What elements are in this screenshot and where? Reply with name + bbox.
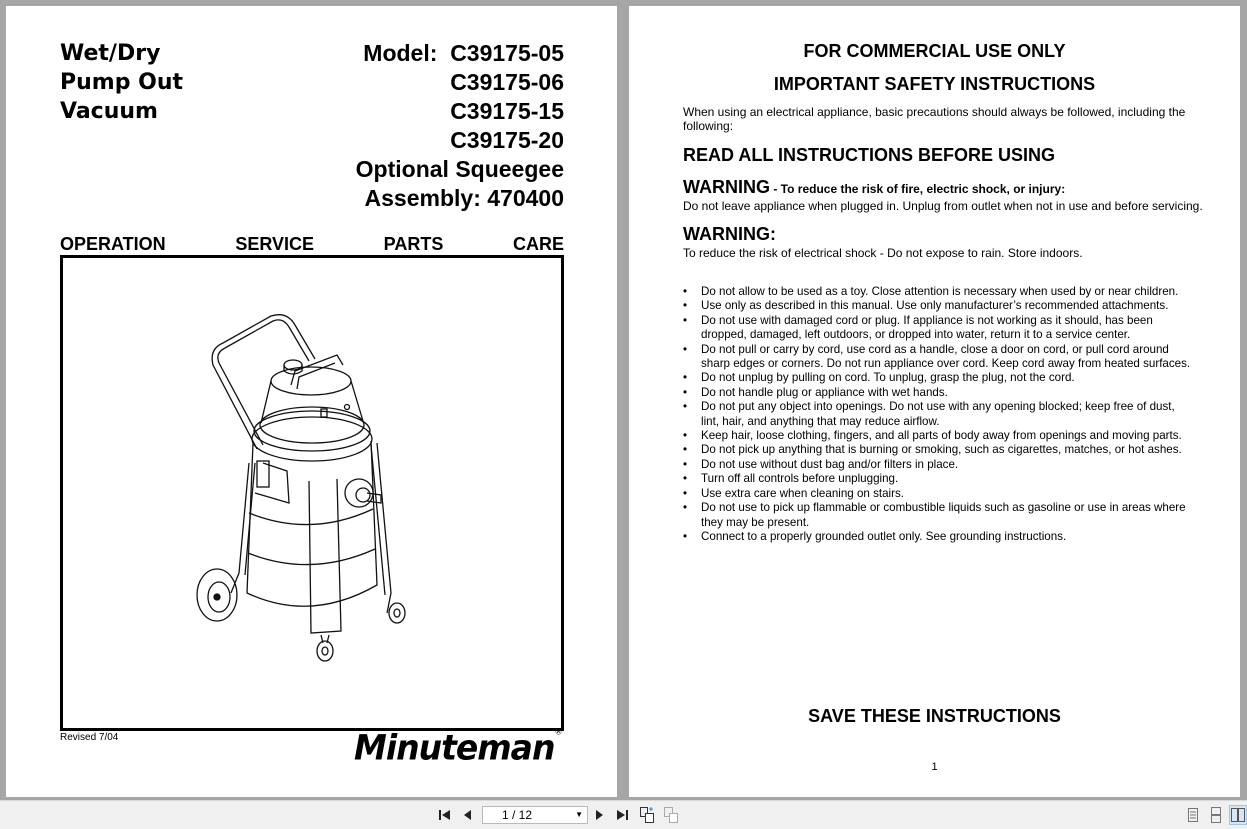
- list-item: • Use only as described in this manual. Use only manufacturer’s recommended attachments.: [683, 299, 1193, 313]
- safety-bullet-list: [683, 285, 1193, 544]
- save-instructions-heading: SAVE THESE INSTRUCTIONS: [808, 706, 1061, 726]
- warning-1-title: WARNING: [683, 177, 770, 197]
- model-number: C39175-20: [450, 127, 564, 153]
- continuous-view-button[interactable]: [1207, 805, 1225, 825]
- list-item: • Do not use to pick up flammable or combustible liquids such as gasoline or use in areas where they may be present.: [683, 501, 1193, 530]
- page-indicator: 1 / 12: [501, 808, 533, 822]
- title-line: Vacuum: [60, 99, 158, 124]
- vacuum-illustration: [191, 313, 421, 673]
- title-line: Pump Out: [60, 70, 183, 95]
- last-page-icon: [615, 809, 629, 821]
- list-item: • Do not put any object into openings. Do not use with any opening blocked; keep free of dust, lint, hair, and anything that may reduce airflow.: [683, 400, 1193, 429]
- minuteman-logo: [354, 727, 562, 768]
- model-list: [356, 39, 564, 213]
- model-label: Model:: [363, 40, 438, 66]
- last-page-button[interactable]: [613, 805, 631, 825]
- model-number: C39175-15: [450, 98, 564, 124]
- first-page-icon: [438, 809, 452, 821]
- intro-text: When using an electrical appliance, basic precautions should always be followed, including the following:: [683, 105, 1186, 133]
- single-page-view-icon: [1187, 807, 1199, 823]
- page-number-select[interactable]: [482, 806, 588, 824]
- warning-1-heading: [683, 177, 1065, 198]
- brand-name: Minuteman: [354, 727, 555, 768]
- list-item: • Do not use without dust bag and/or filters in place.: [683, 458, 1193, 472]
- two-page-view-icon: [1231, 807, 1245, 823]
- list-item: • Connect to a properly grounded outlet only. See grounding instructions.: [683, 530, 1193, 544]
- fit-width-button[interactable]: [662, 805, 680, 825]
- fit-page-button[interactable]: [638, 805, 656, 825]
- list-item: • Do not pick up anything that is burning or smoking, such as cigarettes, matches, or hot ashes.: [683, 443, 1193, 457]
- product-image-frame: [60, 255, 564, 731]
- warning-2-title: WARNING:: [683, 224, 776, 244]
- next-page-icon: [595, 809, 605, 821]
- viewer-toolbar: [0, 800, 1247, 829]
- warning-1-subtitle: - To reduce the risk of fire, electric shock, or injury:: [770, 182, 1066, 196]
- first-page-button[interactable]: [436, 805, 454, 825]
- registered-mark: ®: [554, 727, 563, 737]
- two-page-view-button[interactable]: [1229, 805, 1247, 825]
- page-cover: [6, 6, 617, 797]
- section-parts: PARTS: [383, 234, 444, 254]
- page-safety-instructions: [629, 6, 1240, 797]
- commercial-use-heading: FOR COMMERCIAL USE ONLY: [803, 41, 1066, 61]
- fit-width-icon: [663, 806, 679, 824]
- single-page-view-button[interactable]: [1184, 805, 1202, 825]
- warning-1-body: Do not leave appliance when plugged in. Unplug from outlet when not in use and before servicing.: [683, 199, 1203, 213]
- model-number: C39175-05: [450, 40, 564, 66]
- safety-heading: IMPORTANT SAFETY INSTRUCTIONS: [773, 74, 1096, 94]
- product-title: [60, 39, 183, 126]
- section-labels: [60, 234, 564, 255]
- optional-assembly-line1: Optional Squeegee: [355, 156, 564, 182]
- list-item: • Do not unplug by pulling on cord. To unplug, grasp the plug, not the cord.: [683, 371, 1193, 385]
- list-item: • Do not use with damaged cord or plug. If appliance is not working as it should, has been dropped, damaged, left outdoors, or dropped into water, return it to a service center.: [683, 314, 1193, 343]
- page-number: 1: [931, 761, 938, 773]
- chevron-down-icon: ▼: [575, 810, 583, 819]
- list-item: • Turn off all controls before unplugging.: [683, 472, 1193, 486]
- list-item: • Do not handle plug or appliance with wet hands.: [683, 386, 1193, 400]
- fit-page-icon: [639, 806, 655, 824]
- previous-page-icon: [462, 809, 472, 821]
- model-number: C39175-06: [450, 69, 564, 95]
- continuous-view-icon: [1210, 807, 1222, 823]
- next-page-button[interactable]: [591, 805, 609, 825]
- previous-page-button[interactable]: [458, 805, 476, 825]
- list-item: • Keep hair, loose clothing, fingers, and all parts of body away from openings and moving parts.: [683, 429, 1193, 443]
- warning-2-body: To reduce the risk of electrical shock - Do not expose to rain. Store indoors.: [683, 246, 1083, 260]
- title-line: Wet/Dry: [60, 41, 161, 66]
- section-operation: OPERATION: [60, 234, 166, 254]
- list-item: • Do not pull or carry by cord, use cord as a handle, close a door on cord, or pull cord around sharp edges or corners. Do not run appliance over cord. Keep cord away from heated surfaces.: [683, 343, 1193, 372]
- read-all-heading: READ ALL INSTRUCTIONS BEFORE USING: [683, 145, 1056, 165]
- list-item: • Do not allow to be used as a toy. Close attention is necessary when used by or near children.: [683, 285, 1193, 299]
- section-service: SERVICE: [235, 234, 315, 254]
- section-care: CARE: [512, 234, 564, 254]
- revision-date: Revised 7/04: [60, 732, 119, 743]
- list-item: • Use extra care when cleaning on stairs.: [683, 487, 1193, 501]
- optional-assembly-line2: Assembly: 470400: [364, 185, 564, 211]
